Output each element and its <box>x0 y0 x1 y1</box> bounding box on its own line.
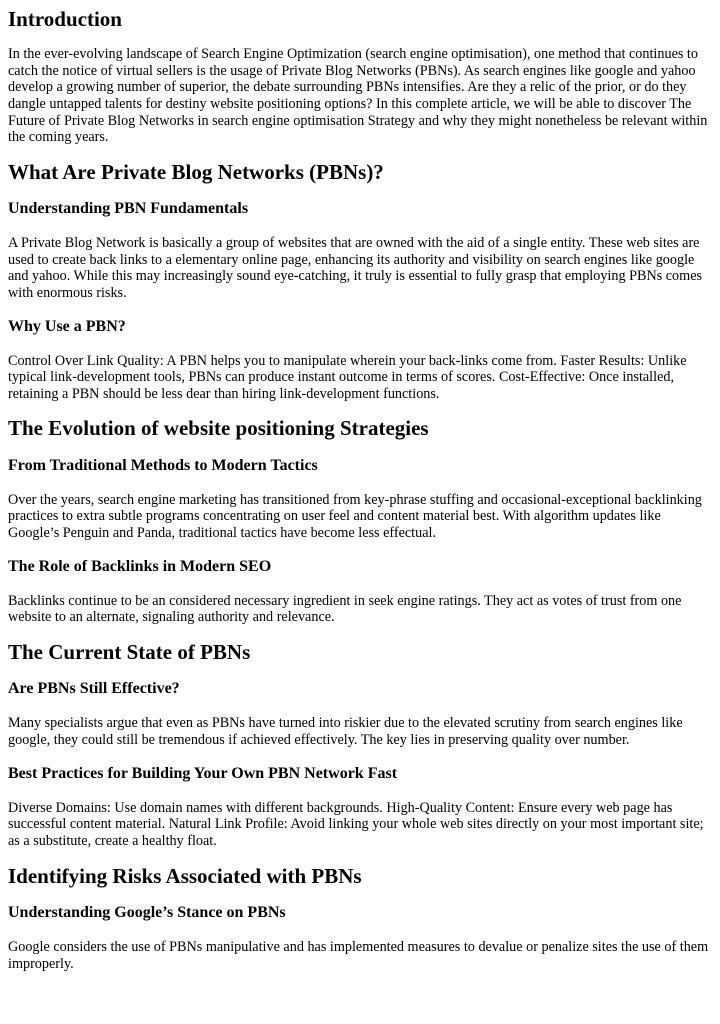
paragraph-google-stance: Google considers the use of PBNs manipulative and has implemented measures to devalue or penalize sites the use of them improperly. <box>8 938 709 972</box>
section-heading-risks: Identifying Risks Associated with PBNs <box>8 863 362 888</box>
subheading-best-practices: Best Practices for Building Your Own PBN Network Fast <box>8 764 398 782</box>
paragraph-best-practices: Diverse Domains: Use domain names with different backgrounds. High-Quality Content: Ensure every web page has successful content material. Natural Link Profile: Avoid linking your whole web sites directly on your most important site; as a substitute, create a healthy float. <box>8 799 704 849</box>
subheading-role-of-backlinks: The Role of Backlinks in Modern SEO <box>8 557 272 575</box>
subheading-why-use-pbn: Why Use a PBN? <box>8 317 126 335</box>
paragraph-still-effective: Many specialists argue that even as PBNs have turned into riskier due to the elevated scrutiny from search engines like google, they could still be tremendous if achieved effectively. The key lies in preserving quality over number. <box>8 715 683 748</box>
subheading-google-stance: Understanding Google’s Stance on PBNs <box>8 903 286 921</box>
article <box>0 7 720 972</box>
intro-paragraph: In the ever-evolving landscape of Search Engine Optimization (search engine optimisation), one method that continues to catch the notice of virtual sellers is the usage of Private Blog Networks (PBNs). As search engines like google and yahoo develop a growing number of superior, the debate surrounding PBNs intensifies. Are they a relic of the prior, or do they dangle untapped talents for destiny website positioning options? In this complete article, we will be able to discover The Future of Private Blog Networks in search engine optimisation Strategy and why they might nonetheless be relevant within the coming years. <box>8 46 708 146</box>
paragraph-traditional-to-modern: Over the years, search engine marketing has transitioned from key-phrase stuffing and occasional-exceptional backlinking practices to extra subtle programs concentrating on user feel and content material best. With algorithm updates like Google’s Penguin and Panda, traditional tactics have become less effectual. <box>8 491 702 542</box>
subheading-still-effective: Are PBNs Still Effective? <box>8 680 180 698</box>
intro-heading: Introduction <box>8 7 122 31</box>
subheading-traditional-to-modern: From Traditional Methods to Modern Tactics <box>8 456 318 474</box>
paragraph-why-use-pbn: Control Over Link Quality: A PBN helps you to manipulate wherein your back-links come from. Faster Results: Unlike typical link-development tools, PBNs can produce instant outcome in terms of scores. Cost-Effective: Once installed, retaining a PBN should be less dear than hiring link-development functions. <box>8 352 687 402</box>
paragraph-pbn-fundamentals: A Private Blog Network is basically a group of websites that are owned with the aid of a single entity. These web sites are used to create back links to a elementary online page, enhancing its authority and visibility on search engines like google and yahoo. While this may increasingly sound eye-catching, it truly is essential to fully grasp that employing PBNs comes with enormous risks. <box>8 235 703 301</box>
section-heading-evolution: The Evolution of website positioning Strategies <box>8 416 429 441</box>
section-heading-current-state: The Current State of PBNs <box>8 640 251 664</box>
subheading-pbn-fundamentals: Understanding PBN Fundamentals <box>8 199 249 217</box>
paragraph-role-of-backlinks: Backlinks continue to be an considered necessary ingredient in seek engine ratings. They act as votes of trust from one website to an alternate, signaling authority and relevance. <box>8 592 682 626</box>
section-heading-what-are-pbns: What Are Private Blog Networks (PBNs)? <box>8 159 384 184</box>
